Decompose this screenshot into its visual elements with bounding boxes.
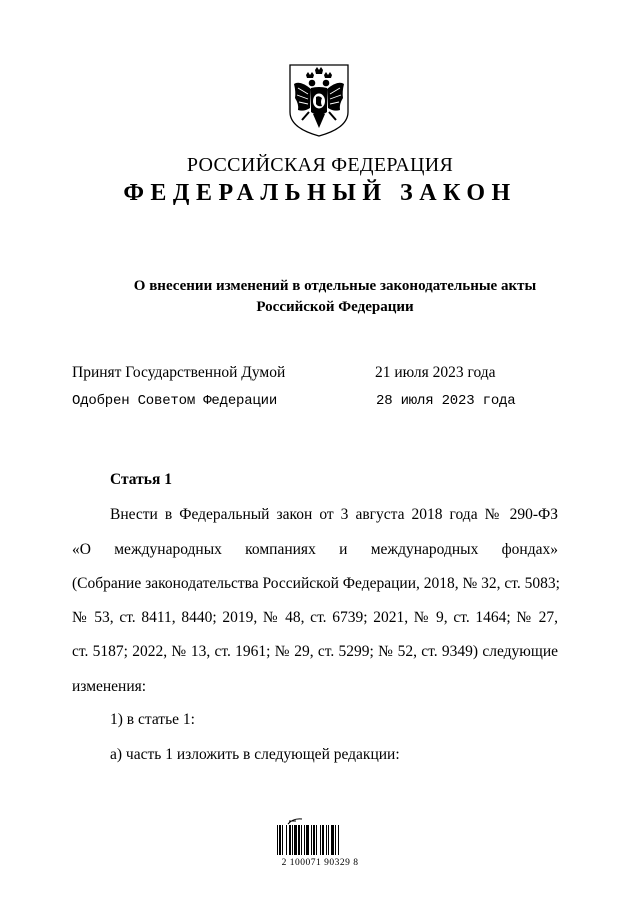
country-name: РОССИЙСКАЯ ФЕДЕРАЦИЯ	[186, 154, 454, 176]
paragraph-line: (Собрание законодательства Российской Федерации, 2018, № 32, ст. 5083;	[72, 575, 560, 592]
approved-date: 28 июля 2023 года	[376, 393, 516, 409]
law-title-line-2: Российской Федерации	[256, 299, 414, 315]
paragraph-line: изменения:	[72, 678, 147, 695]
paragraph-line: ст. 5187; 2022, № 13, ст. 1961; № 29, ст. 5299; № 52, ст. 9349) следующие	[72, 643, 558, 660]
article-heading: Статья 1	[110, 471, 172, 488]
document-type: ФЕДЕРАЛЬНЫЙ ЗАКОН	[123, 180, 517, 206]
adopted-date: 21 июля 2023 года	[375, 364, 496, 381]
law-title-line-1: О внесении изменений в отдельные законодательные акты	[133, 278, 537, 294]
paragraph-line: Внести в Федеральный закон от 3 августа 2018 года № 290-ФЗ	[110, 506, 558, 523]
barcode-icon	[277, 825, 357, 855]
law-title	[120, 276, 550, 318]
paragraph-line: № 53, ст. 8411, 8440; 2019, № 48, ст. 6739; 2021, № 9, ст. 1464; № 27,	[72, 609, 558, 626]
approved-label: Одобрен Советом Федерации	[72, 393, 278, 409]
barcode-number: 2 100071 90329 8	[281, 858, 359, 868]
russian-coat-of-arms-icon	[286, 62, 352, 138]
adopted-label: Принят Государственной Думой	[72, 364, 286, 381]
list-item-a: а) часть 1 изложить в следующей редакции:	[110, 746, 400, 763]
list-item-1: 1) в статье 1:	[110, 711, 195, 728]
paragraph-line: «О международных компаниях и международных фондах»	[72, 541, 558, 558]
